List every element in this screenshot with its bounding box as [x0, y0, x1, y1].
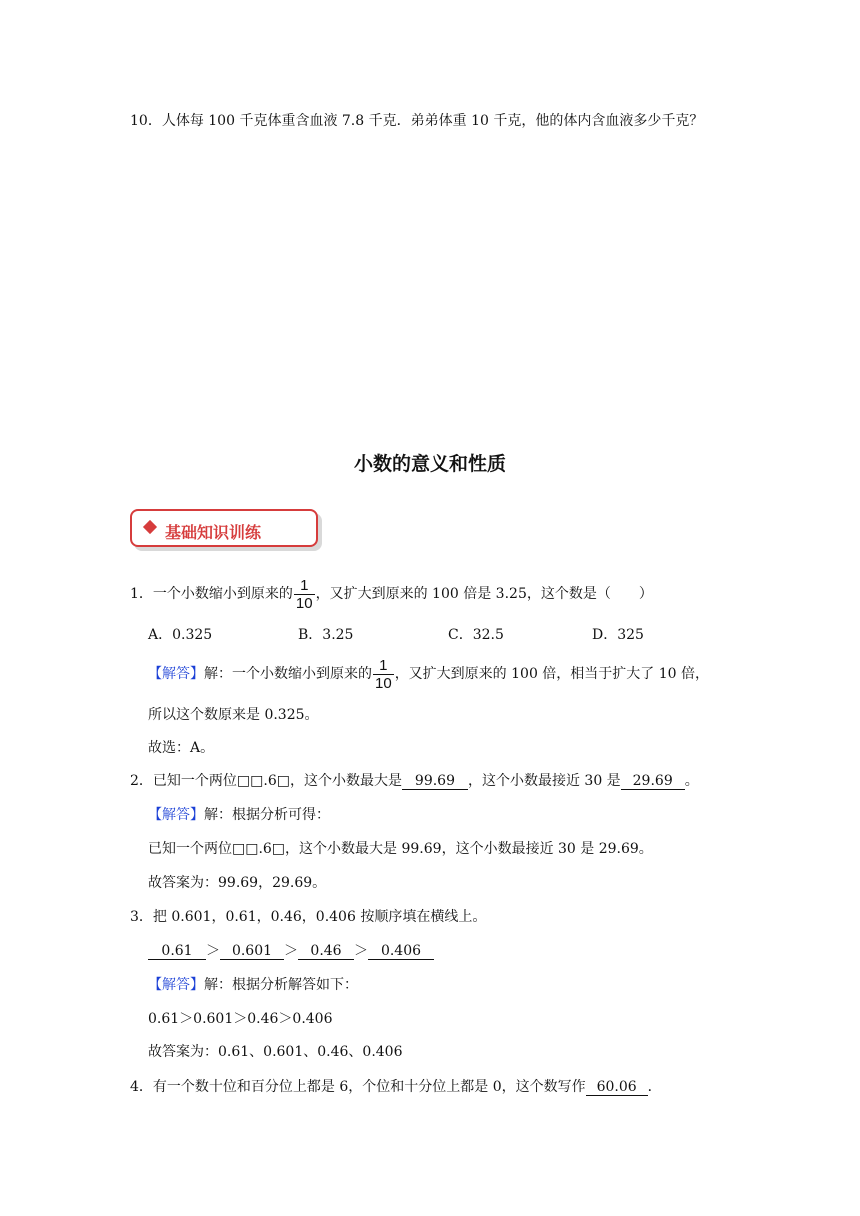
- answer-blank: 29.69: [621, 774, 685, 790]
- q3-answer-line2: 0.61＞0.601＞0.46＞0.406: [148, 1011, 333, 1027]
- question-text: ．: [647, 1079, 662, 1095]
- question-text: 人体每 100 千克体重含血液 7.8 千克．弟弟体重 10 千克，他的体内含血液多少千克？: [161, 113, 704, 129]
- section-title: 小数的意义和性质: [353, 453, 506, 475]
- q2-answer-line2: 已知一个两位□□.6□，这个小数最大是 99.69，这个小数最接近 30 是 29.69。: [148, 841, 653, 857]
- fraction-denominator: 10: [295, 594, 313, 612]
- q1-answer-line3: 故选：A。: [148, 740, 215, 756]
- question-number: 10．: [130, 113, 162, 129]
- answer-tag: 【解答】: [148, 807, 204, 823]
- option-c: C．32.5: [448, 627, 504, 643]
- answer-blank: 0.601: [220, 944, 284, 960]
- question-text: 把 0.601，0.61，0.46，0.406 按顺序填在横线上。: [152, 909, 487, 925]
- q2-answer-line3: 故答案为：99.69，29.69。: [148, 875, 327, 891]
- q2-answer: [148, 808, 330, 822]
- answer-tag: 【解答】: [148, 977, 204, 993]
- option-d: D．325: [592, 627, 644, 643]
- answer-blank: 0.46: [298, 944, 354, 960]
- question-4: [130, 1080, 662, 1096]
- badge-label: 基础知识训练: [165, 523, 262, 542]
- greater-than: ＞: [354, 943, 368, 959]
- q3-answer: [148, 978, 358, 992]
- question-1: [130, 576, 653, 612]
- answer-blank: 60.06: [586, 1080, 648, 1096]
- option-a: A．0.325: [148, 627, 213, 643]
- q3-answer-line3: 故答案为：0.61、0.601、0.46、0.406: [148, 1044, 403, 1060]
- q1-answer: [148, 656, 709, 692]
- question-3: [130, 910, 486, 924]
- question-number: 3．: [130, 909, 153, 925]
- q1-answer-line2: 所以这个数原来是 0.325。: [148, 707, 319, 723]
- answer-blank: 99.69: [402, 774, 468, 790]
- question-text: 。: [684, 773, 699, 789]
- question-text: ，又扩大到原来的 100 倍是 3.25，这个数是（ ）: [315, 586, 653, 602]
- question-number: 2．: [130, 773, 153, 789]
- question-number: 4．: [130, 1079, 153, 1095]
- option-b: B．3.25: [298, 627, 354, 643]
- fraction: [294, 578, 315, 611]
- answer-text: ，又扩大到原来的 100 倍，相当于扩大了 10 倍，: [394, 666, 710, 682]
- answer-text: 解：根据分析解答如下：: [204, 977, 358, 993]
- q3-blanks: [148, 944, 434, 960]
- fraction: [373, 658, 394, 691]
- greater-than: ＞: [206, 943, 220, 959]
- question-text: 有一个数十位和百分位上都是 6，个位和十分位上都是 0，这个数写作: [152, 1079, 586, 1095]
- answer-blank: 0.61: [148, 944, 206, 960]
- question-number: 1．: [130, 586, 153, 602]
- greater-than: ＞: [284, 943, 298, 959]
- question-10: [130, 114, 703, 128]
- answer-text: 解：一个小数缩小到原来的: [204, 666, 372, 682]
- answer-blank: 0.406: [368, 944, 434, 960]
- question-text: 一个小数缩小到原来的: [152, 586, 293, 602]
- diamond-icon: [143, 520, 157, 534]
- question-text: 已知一个两位□□.6□，这个小数最大是: [152, 773, 402, 789]
- fraction-numerator: 1: [300, 576, 309, 594]
- question-text: ，这个小数最接近 30 是: [467, 773, 621, 789]
- fraction-numerator: 1: [379, 656, 388, 674]
- answer-text: 解：根据分析可得：: [204, 807, 330, 823]
- fraction-denominator: 10: [375, 674, 392, 692]
- section-badge: [130, 509, 318, 547]
- question-2: [130, 774, 699, 790]
- answer-tag: 【解答】: [148, 666, 204, 682]
